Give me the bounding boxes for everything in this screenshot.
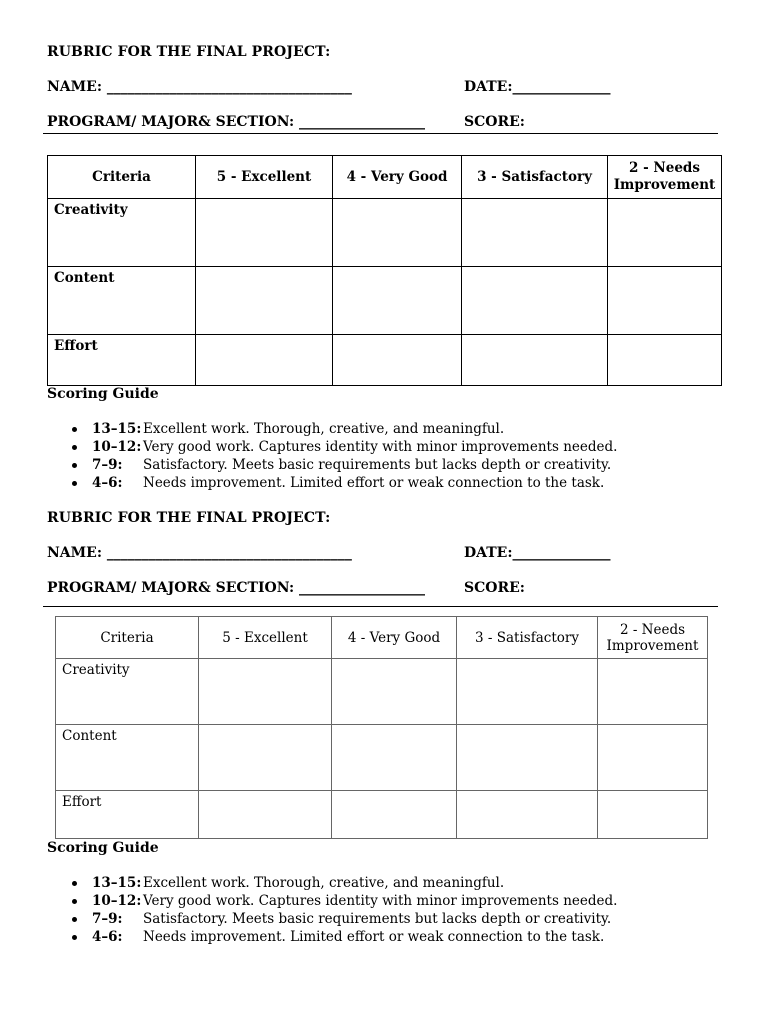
date-field[interactable]: DATE:______________ [464,545,611,561]
score-cell[interactable] [199,659,332,725]
rubric-title: RUBRIC FOR THE FINAL PROJECT: [47,44,331,60]
header-very-good: 4 - Very Good [332,617,457,659]
score-cell[interactable] [462,267,608,335]
guide-text: Excellent work. Thorough, creative, and meaningful. [143,875,505,891]
guide-range: 13–15: [92,875,142,891]
criteria-effort: Effort [56,791,199,839]
guide-text: Very good work. Captures identity with minor improvements needed. [143,439,618,455]
score-cell[interactable] [332,659,457,725]
list-item [70,910,617,928]
table-header-row [48,156,722,199]
score-cell[interactable] [457,659,598,725]
guide-range: 7–9: [92,911,123,927]
criteria-creativity: Creativity [56,659,199,725]
divider-line [43,606,718,607]
score-cell[interactable] [462,335,608,386]
score-field[interactable]: SCORE: [464,114,525,130]
guide-range: 10–12: [92,893,142,909]
guide-range: 4–6: [92,929,123,945]
score-cell[interactable] [333,267,462,335]
list-item [70,420,617,438]
guide-range: 7–9: [92,457,123,473]
program-field[interactable]: PROGRAM/ MAJOR& SECTION: __________________ [47,114,426,130]
table-row [48,199,722,267]
table-row [56,791,708,839]
list-item [70,874,617,892]
criteria-content: Content [56,725,199,791]
table-row [56,659,708,725]
rubric-table [47,155,722,386]
table-row [48,267,722,335]
guide-text: Excellent work. Thorough, creative, and meaningful. [143,421,505,437]
score-cell[interactable] [598,791,708,839]
scoring-guide-list [70,420,617,492]
header-satisfactory: 3 - Satisfactory [462,156,608,199]
guide-text: Satisfactory. Meets basic requirements but lacks depth or creativity. [143,457,612,473]
rubric-table [55,616,708,839]
program-field[interactable]: PROGRAM/ MAJOR& SECTION: __________________ [47,580,426,596]
score-cell[interactable] [196,199,333,267]
table-row [56,725,708,791]
header-criteria: Criteria [48,156,196,199]
date-field[interactable]: DATE:______________ [464,79,611,95]
score-cell[interactable] [332,725,457,791]
name-field[interactable]: NAME: ___________________________________ [47,545,352,561]
score-cell[interactable] [608,335,722,386]
list-item [70,892,617,910]
criteria-effort: Effort [48,335,196,386]
name-field[interactable]: NAME: ___________________________________ [47,79,352,95]
score-cell[interactable] [196,335,333,386]
score-cell[interactable] [199,725,332,791]
list-item [70,474,617,492]
score-cell[interactable] [196,267,333,335]
header-needs-improvement: 2 - Needs Improvement [608,156,722,199]
score-field[interactable]: SCORE: [464,580,525,596]
scoring-guide-list [70,874,617,946]
score-cell[interactable] [608,199,722,267]
guide-range: 4–6: [92,475,123,491]
header-very-good: 4 - Very Good [333,156,462,199]
guide-range: 13–15: [92,421,142,437]
score-cell[interactable] [199,791,332,839]
list-item [70,438,617,456]
score-cell[interactable] [462,199,608,267]
score-cell[interactable] [333,335,462,386]
score-cell[interactable] [333,199,462,267]
scoring-guide-title: Scoring Guide [47,840,159,856]
score-cell[interactable] [457,725,598,791]
score-cell[interactable] [332,791,457,839]
table-header-row [56,617,708,659]
guide-text: Needs improvement. Limited effort or weak connection to the task. [143,929,605,945]
guide-text: Very good work. Captures identity with minor improvements needed. [143,893,618,909]
header-excellent: 5 - Excellent [196,156,333,199]
header-satisfactory: 3 - Satisfactory [457,617,598,659]
guide-text: Satisfactory. Meets basic requirements but lacks depth or creativity. [143,911,612,927]
header-criteria: Criteria [56,617,199,659]
list-item [70,456,617,474]
divider-line [43,133,718,134]
guide-range: 10–12: [92,439,142,455]
criteria-creativity: Creativity [48,199,196,267]
score-cell[interactable] [598,659,708,725]
guide-text: Needs improvement. Limited effort or weak connection to the task. [143,475,605,491]
score-cell[interactable] [608,267,722,335]
list-item [70,928,617,946]
header-excellent: 5 - Excellent [199,617,332,659]
scoring-guide-title: Scoring Guide [47,386,159,402]
header-needs-improvement: 2 - Needs Improvement [598,617,708,659]
rubric-title: RUBRIC FOR THE FINAL PROJECT: [47,510,331,526]
score-cell[interactable] [457,791,598,839]
table-row [48,335,722,386]
criteria-content: Content [48,267,196,335]
score-cell[interactable] [598,725,708,791]
